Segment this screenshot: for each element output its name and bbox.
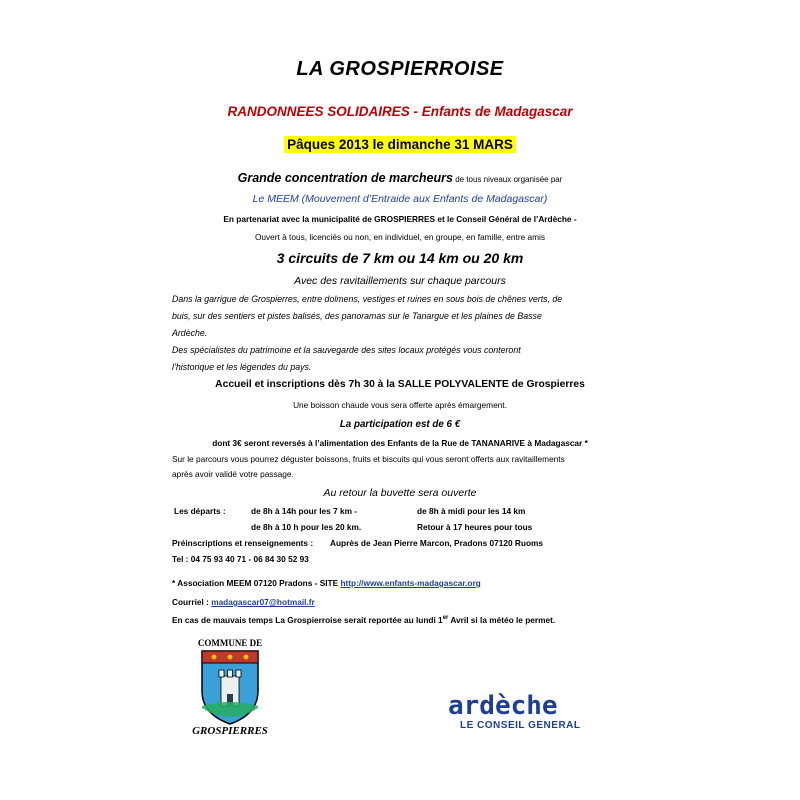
subtitle: RANDONNEES SOLIDAIRES - Enfants de Madagascar [227, 104, 573, 119]
mauvais-temps-line [172, 615, 555, 625]
partnership-line: En partenariat avec la municipalité de GROSPIERRES et le Conseil Général de l’Ardèche - [223, 214, 577, 224]
courriel-label: Courriel : [172, 597, 212, 607]
preinscriptions-value: Auprès de Jean Pierre Marcon, Pradons 07120 Ruoms [330, 538, 544, 548]
concentration-main: Grande concentration de marcheurs [237, 171, 453, 185]
paragraph-line: buis, sur des sentiers et pistes balisés, des panoramas sur le Tanargue et les plaines de Basse [172, 311, 542, 321]
accueil-line: Accueil et inscriptions dès 7h 30 à la SALLE POLYVALENTE de Grospierres [215, 379, 585, 390]
departs-7km: de 8h à 14h pour les 7 km - [251, 506, 358, 516]
buvette-line: Au retour la buvette sera ouverte [323, 487, 477, 499]
paragraph-line: l’historique et les légendes du pays. [172, 362, 312, 372]
concentration-small: de tous niveaux organisée par [452, 175, 563, 184]
courriel-line [172, 597, 315, 607]
mauvais-text: En cas de mauvais temps La Grospierroise serait reportée au lundi 1 [172, 615, 443, 625]
ardeche-wordmark: ardèche [448, 691, 558, 721]
mauvais-end: Avril si la météo le permet. [448, 615, 556, 625]
commune-crest-icon [184, 636, 276, 736]
concentration-line [0, 171, 800, 185]
reverses-line: dont 3€ seront reversés à l’alimentation des Enfants de la Rue de TANANARIVE à Madagascar * [212, 438, 588, 448]
association-prefix: * Association MEEM 07120 Pradons - SITE [172, 578, 341, 588]
retour-time: Retour à 17 heures pour tous [417, 522, 533, 532]
preinscriptions-label: Préinscriptions et renseignements : [172, 538, 314, 548]
ardeche-conseil-general-logo [448, 692, 598, 738]
paragraph-line: Dans la garrigue de Grospierres, entre dolmens, vestiges et ruines en sous bois de chênes verts, de [172, 294, 563, 304]
boisson-line: Une boisson chaude vous sera offerte après émargement. [293, 400, 507, 410]
association-line [172, 578, 481, 588]
ardeche-subtitle: LE CONSEIL GENERAL [460, 720, 581, 731]
telephone: Tel : 04 75 93 40 71 - 06 84 30 52 93 [172, 554, 309, 564]
email-link[interactable]: madagascar07@hotmail.fr [211, 597, 315, 607]
ravitaillement-line: Avec des ravitaillements sur chaque parcours [294, 275, 506, 287]
mauvais-sup: er [442, 615, 449, 622]
commune-bottom-text: GROSPIERRES [192, 725, 268, 736]
departs-20km: de 8h à 10 h pour les 20 km. [251, 522, 362, 532]
commune-top-text: COMMUNE DE [197, 638, 263, 648]
organizer-meem: Le MEEM (Mouvement d’Entraide aux Enfants de Madagascar) [252, 193, 548, 205]
event-date: Pâques 2013 le dimanche 31 MARS [284, 136, 516, 153]
participation-line: La participation est de 6 € [339, 419, 461, 430]
parcours-line: Sur le parcours vous pourrez déguster boissons, fruits et biscuits qui vous seront offerts aux ravitaillements [172, 454, 565, 464]
departs-label: Les départs : [174, 506, 226, 516]
commune-grospierres-logo [184, 636, 276, 736]
departs-14km: de 8h à midi pour les 14 km [417, 506, 526, 516]
circuits-heading: 3 circuits de 7 km ou 14 km ou 20 km [276, 250, 524, 266]
site-link[interactable]: http://www.enfants-madagascar.org [340, 578, 481, 588]
parcours-line: après avoir validé votre passage. [172, 469, 294, 479]
paragraph-line: Ardèche. [172, 328, 208, 338]
page-title: LA GROSPIERROISE [296, 58, 504, 80]
event-date-line [0, 136, 800, 154]
open-line: Ouvert à tous, licenciés ou non, en individuel, en groupe, en famille, entre amis [254, 232, 546, 242]
paragraph-line: Des spécialistes du patrimoine et la sauvegarde des sites locaux protégés vous conteront [172, 345, 521, 355]
